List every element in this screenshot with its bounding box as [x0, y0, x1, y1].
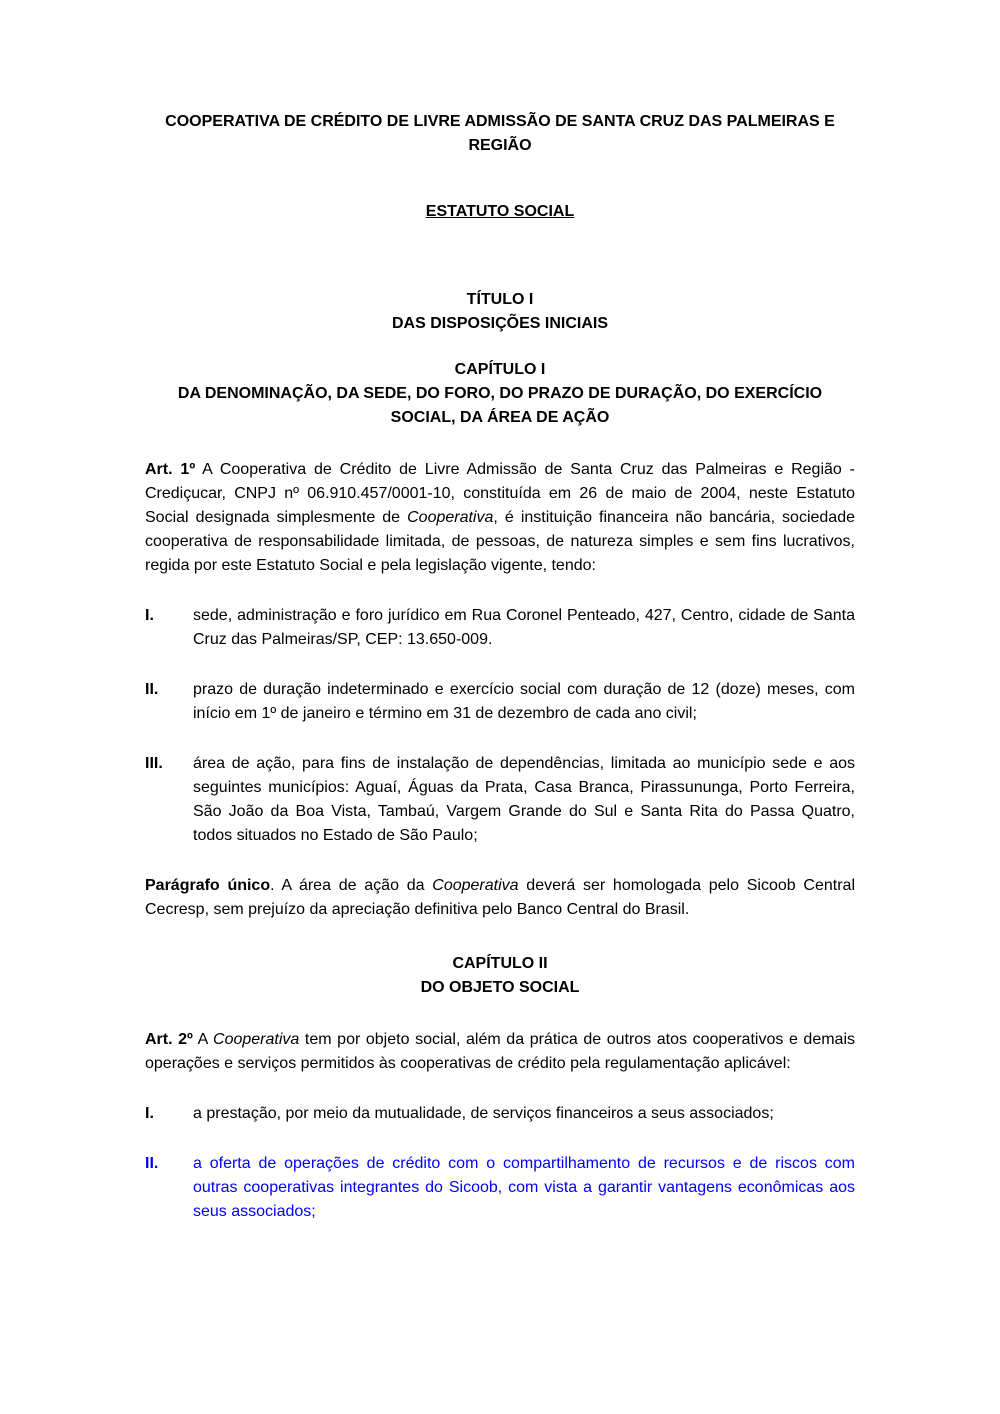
art1-item-III-numeral: III.: [145, 755, 163, 772]
art2-item-II-text: a oferta de operações de crédito com o compartilhamento de recursos e de riscos com outras cooperativas integrantes do Sicoob, com vista a garantir vantagens econômicas aos seus associados;: [193, 1155, 855, 1220]
art1-item-I-text: sede, administração e foro jurídico em Rua Coronel Penteado, 427, Centro, cidade de Santa Cruz das Palmeiras/SP, CEP: 13.650-009.: [193, 607, 855, 648]
capitulo-ii-heading: [145, 952, 855, 1000]
art2-item-I-text: a prestação, por meio da mutualidade, de serviços financeiros a seus associados;: [193, 1105, 774, 1122]
article-1-text-1: A Cooperativa de Crédito de Livre Admissão de Santa Cruz das Palmeiras e Região - Crediçucar, CNPJ nº 06.910.457/0001-10, constituída em 26 de maio de 2004, neste Estatuto Social designada simplesmente de: [145, 461, 856, 526]
art1-item-III-text: área de ação, para fins de instalação de dependências, limitada ao município sede e aos seguintes municípios: Aguaí, Águas da Prata, Casa Branca, Pirassununga, Porto Ferreira, São João da Boa Vista, Tambaú, Vargem Grande do Sul e Santa Rita do Passa Quatro, todos situados no Estado de São Paulo;: [193, 755, 855, 844]
article-2-italic-term: Cooperativa: [213, 1031, 300, 1048]
art1-item-II-numeral: II.: [145, 681, 159, 698]
capitulo-i-label: CAPÍTULO I: [454, 361, 546, 378]
article-2-lead: Art. 2º: [145, 1031, 193, 1048]
capitulo-ii-subject: DO OBJETO SOCIAL: [420, 979, 580, 996]
capitulo-i-subject: DA DENOMINAÇÃO, DA SEDE, DO FORO, DO PRAZO DE DURAÇÃO, DO EXERCÍCIO SOCIAL, DA ÁREA DE AÇÃO: [177, 385, 823, 426]
art1-item-II: [145, 678, 855, 726]
art1-item-II-text: prazo de duração indeterminado e exercício social com duração de 12 (doze) meses, com início em 1º de janeiro e término em 31 de dezembro de cada ano civil;: [193, 681, 855, 722]
article-2-text-1: A: [192, 1031, 214, 1048]
art2-item-I: [145, 1102, 855, 1126]
article-2-paragraph: [145, 1028, 855, 1076]
article-2-text-2: tem por objeto social, além da prática de outros atos cooperativos e demais operações e serviços permitidos às cooperativas de crédito pela regulamentação aplicável:: [145, 1031, 856, 1072]
art2-item-II: [145, 1152, 855, 1224]
cooperative-name-title: COOPERATIVA DE CRÉDITO DE LIVRE ADMISSÃO DE SANTA CRUZ DAS PALMEIRAS E REGIÃO: [165, 113, 835, 154]
article-1-lead: Art. 1º: [145, 461, 196, 478]
paragrafo-unico-text-2: deverá ser homologada pelo Sicoob Central Cecresp, sem prejuízo da apreciação definitiva pelo Banco Central do Brasil.: [145, 877, 855, 918]
art2-item-II-numeral: II.: [145, 1155, 159, 1172]
article-1-paragraph: [145, 458, 855, 578]
capitulo-ii-label: CAPÍTULO II: [452, 955, 548, 972]
titulo-i-subject: DAS DISPOSIÇÕES INICIAIS: [391, 315, 609, 332]
titulo-i-heading: [145, 288, 855, 336]
art1-item-III: [145, 752, 855, 848]
art2-item-I-numeral: I.: [145, 1105, 154, 1122]
art1-item-I-numeral: I.: [145, 607, 154, 624]
article-1-text-2: , é instituição financeira não bancária, sociedade cooperativa de responsabilidade limitada, de pessoas, de natureza simples e sem fins lucrativos, regida por este Estatuto Social e pela legislação vigente, tendo:: [145, 509, 855, 574]
estatuto-social-title: [145, 200, 855, 224]
art1-item-I: [145, 604, 855, 652]
paragrafo-unico-text-1: . A área de ação da: [270, 877, 433, 894]
paragrafo-unico-paragraph: [145, 874, 855, 922]
titulo-i-label: TÍTULO I: [466, 291, 534, 308]
capitulo-i-heading: [145, 358, 855, 430]
paragrafo-unico-lead: Parágrafo único: [145, 877, 271, 894]
article-1-italic-term: Cooperativa: [407, 509, 494, 526]
estatuto-social-title-text: ESTATUTO SOCIAL: [425, 203, 575, 220]
paragrafo-unico-italic-term: Cooperativa: [432, 877, 519, 894]
